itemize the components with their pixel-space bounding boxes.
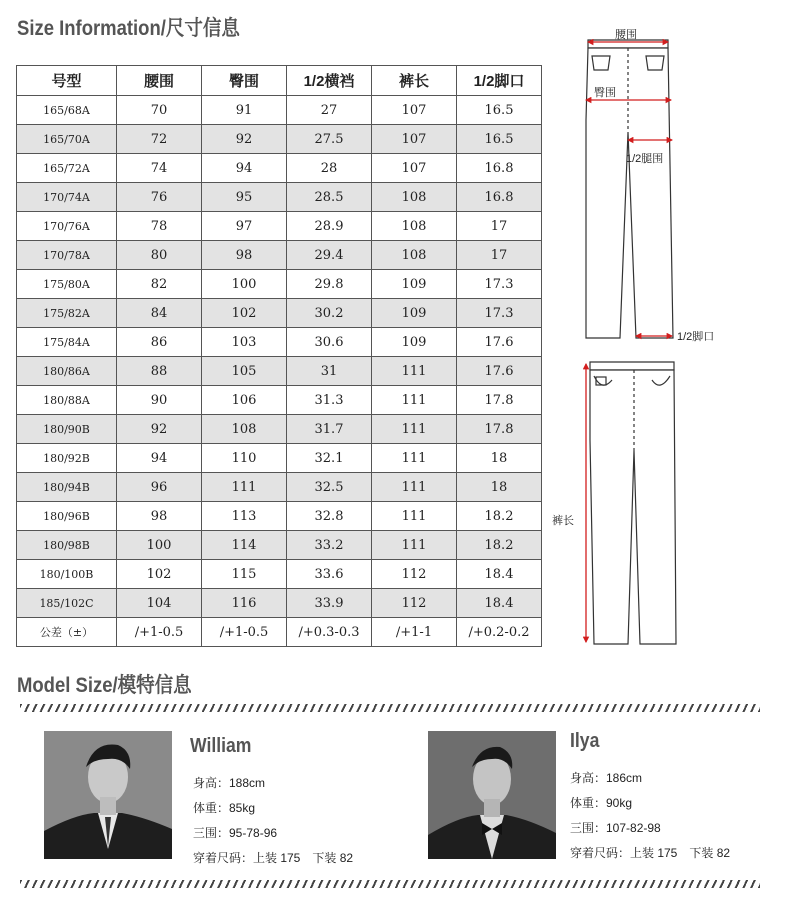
size-code-cell: 180/90B: [17, 415, 117, 444]
size-code-cell: 180/86A: [17, 357, 117, 386]
measurement-cell: 102: [202, 299, 287, 328]
measurement-cell: 17: [457, 241, 542, 270]
measurement-cell: 111: [372, 473, 457, 502]
measurement-cell: 82: [117, 270, 202, 299]
measurement-cell: 31.7: [287, 415, 372, 444]
measurement-cell: 33.6: [287, 560, 372, 589]
size-code-cell: 180/98B: [17, 531, 117, 560]
pants-front-view: [590, 362, 676, 644]
measurement-cell: 111: [372, 502, 457, 531]
table-row: [17, 357, 542, 386]
size-code-cell: 170/78A: [17, 241, 117, 270]
measurement-cell: 111: [372, 386, 457, 415]
table-row: [17, 299, 542, 328]
model-sizes: 穿着尺码：上装 175 下装 82: [193, 851, 354, 865]
model-photo-ilya: [428, 731, 556, 859]
model-silhouette: [44, 731, 172, 859]
measurement-cell: 95: [202, 183, 287, 212]
size-code-cell: 185/102C: [17, 589, 117, 618]
measurement-cell: 32.8: [287, 502, 372, 531]
header-cell: 号型: [17, 66, 117, 96]
measurement-cell: 108: [202, 415, 287, 444]
measurement-cell: 91: [202, 96, 287, 125]
model-weight: 体重：90kg: [570, 796, 633, 810]
measurement-cell: 104: [117, 589, 202, 618]
measurement-cell: 108: [372, 212, 457, 241]
measurement-cell: 33.2: [287, 531, 372, 560]
measurement-cell: 84: [117, 299, 202, 328]
measurement-cell: 114: [202, 531, 287, 560]
measurement-cell: 108: [372, 183, 457, 212]
model-sizes: 穿着尺码：上装 175 下装 82: [570, 846, 731, 860]
measurement-cell: 97: [202, 212, 287, 241]
size-code-cell: 175/82A: [17, 299, 117, 328]
measurement-cell: 111: [372, 357, 457, 386]
table-row: [17, 502, 542, 531]
size-table: [16, 65, 542, 647]
size-code-cell: 165/70A: [17, 125, 117, 154]
label-half-thigh: 1/2腿围: [626, 153, 664, 165]
measurement-cell: 33.9: [287, 589, 372, 618]
measurement-cell: 109: [372, 299, 457, 328]
measurement-cell: 76: [117, 183, 202, 212]
measurement-cell: 18.2: [457, 502, 542, 531]
measurement-cell: /+0.3-0.3: [287, 618, 372, 647]
table-row: [17, 270, 542, 299]
size-code-cell: 180/88A: [17, 386, 117, 415]
size-code-cell: 180/96B: [17, 502, 117, 531]
table-row: [17, 328, 542, 357]
header-cell: 1/2脚口: [457, 66, 542, 96]
measurement-cell: 107: [372, 154, 457, 183]
measurement-cell: 18: [457, 473, 542, 502]
size-information-title: Size Information/尺寸信息: [17, 17, 240, 40]
measurement-cell: 17: [457, 212, 542, 241]
measurement-cell: 17.6: [457, 357, 542, 386]
measurement-cell: 107: [372, 125, 457, 154]
measurement-cell: 92: [202, 125, 287, 154]
measurement-cell: 111: [372, 444, 457, 473]
measurement-cell: 100: [202, 270, 287, 299]
table-row: [17, 386, 542, 415]
measurement-cell: 98: [117, 502, 202, 531]
size-code-cell: 175/84A: [17, 328, 117, 357]
measurement-cell: 88: [117, 357, 202, 386]
measurement-cell: 31: [287, 357, 372, 386]
measurement-cell: 17.3: [457, 270, 542, 299]
measurement-cell: 94: [117, 444, 202, 473]
size-code-cell: 170/74A: [17, 183, 117, 212]
size-code-cell: 175/80A: [17, 270, 117, 299]
measurement-cell: 113: [202, 502, 287, 531]
size-code-cell: 180/100B: [17, 560, 117, 589]
measurement-cell: 112: [372, 589, 457, 618]
measurement-cell: 18: [457, 444, 542, 473]
model-name: Ilya: [570, 730, 600, 752]
table-row: [17, 589, 542, 618]
divider-bottom: [20, 880, 760, 888]
measurement-cell: 105: [202, 357, 287, 386]
measurement-cell: 16.5: [457, 125, 542, 154]
label-length: 裤长: [552, 515, 574, 527]
measurement-cell: 32.5: [287, 473, 372, 502]
measurement-cell: /+1-0.5: [117, 618, 202, 647]
measurement-cell: 111: [372, 531, 457, 560]
divider-top: [20, 704, 760, 712]
table-row: [17, 183, 542, 212]
measurement-cell: 32.1: [287, 444, 372, 473]
measurement-cell: 17.3: [457, 299, 542, 328]
measurement-cell: 17.8: [457, 386, 542, 415]
measurement-cell: 107: [372, 96, 457, 125]
label-half-hem: 1/2脚口: [677, 331, 715, 343]
model-height: 身高：188cm: [193, 776, 266, 790]
measurement-cell: 30.2: [287, 299, 372, 328]
measurement-cell: 16.8: [457, 154, 542, 183]
measurement-cell: 28.5: [287, 183, 372, 212]
measurement-cell: 110: [202, 444, 287, 473]
measurement-cell: 111: [372, 415, 457, 444]
table-row: [17, 415, 542, 444]
header-cell: 裤长: [372, 66, 457, 96]
measurement-cell: /+1-0.5: [202, 618, 287, 647]
model-silhouette: [428, 731, 556, 859]
table-row: [17, 444, 542, 473]
measurement-cell: 116: [202, 589, 287, 618]
measurement-cell: 29.4: [287, 241, 372, 270]
measurement-cell: 16.5: [457, 96, 542, 125]
size-code-cell: 165/68A: [17, 96, 117, 125]
table-row: [17, 125, 542, 154]
measurement-cell: 115: [202, 560, 287, 589]
table-header-row: [17, 66, 542, 96]
measurement-cell: 18.4: [457, 560, 542, 589]
measurement-cell: 72: [117, 125, 202, 154]
size-code-cell: 公差（±）: [17, 618, 117, 647]
measurement-cell: 106: [202, 386, 287, 415]
header-cell: 1/2横裆: [287, 66, 372, 96]
size-code-cell: 170/76A: [17, 212, 117, 241]
model-size-title: Model Size/模特信息: [17, 674, 192, 697]
measurement-cell: 112: [372, 560, 457, 589]
header-cell: 腰围: [117, 66, 202, 96]
measurement-cell: 109: [372, 270, 457, 299]
measurement-cell: 103: [202, 328, 287, 357]
measurement-cell: 80: [117, 241, 202, 270]
model-measurements: 三围：95-78-96: [193, 826, 278, 840]
label-waist: 腰围: [615, 29, 637, 41]
table-row: [17, 560, 542, 589]
header-cell: 臀围: [202, 66, 287, 96]
measurement-cell: 94: [202, 154, 287, 183]
measurement-cell: 30.6: [287, 328, 372, 357]
size-code-cell: 165/72A: [17, 154, 117, 183]
table-row: [17, 241, 542, 270]
measurement-cell: /+1-1: [372, 618, 457, 647]
measurement-cell: 27.5: [287, 125, 372, 154]
measurement-cell: 92: [117, 415, 202, 444]
measurement-cell: 17.8: [457, 415, 542, 444]
measurement-cell: 27: [287, 96, 372, 125]
measurement-cell: 29.8: [287, 270, 372, 299]
measurement-cell: 18.2: [457, 531, 542, 560]
measurement-cell: 17.6: [457, 328, 542, 357]
measurement-cell: 31.3: [287, 386, 372, 415]
table-row: [17, 154, 542, 183]
measurement-cell: 70: [117, 96, 202, 125]
measurement-cell: 102: [117, 560, 202, 589]
measurement-cell: 28: [287, 154, 372, 183]
model-measurements: 三围：107-82-98: [570, 821, 661, 835]
size-code-cell: 180/92B: [17, 444, 117, 473]
table-row: [17, 96, 542, 125]
table-row: [17, 473, 542, 502]
measurement-cell: 74: [117, 154, 202, 183]
pants-diagram: [550, 20, 790, 660]
model-weight: 体重：85kg: [193, 801, 256, 815]
measurement-cell: 96: [117, 473, 202, 502]
measurement-cell: 98: [202, 241, 287, 270]
model-height: 身高：186cm: [570, 771, 643, 785]
measurement-cell: 16.8: [457, 183, 542, 212]
measurement-cell: 78: [117, 212, 202, 241]
measurement-cell: 111: [202, 473, 287, 502]
table-row: [17, 618, 542, 647]
measurement-cell: 100: [117, 531, 202, 560]
table-row: [17, 531, 542, 560]
model-photo-william: [44, 731, 172, 859]
label-hip: 臀围: [594, 87, 616, 99]
measurement-cell: 90: [117, 386, 202, 415]
pants-illustration: [550, 20, 790, 660]
measurement-cell: 18.4: [457, 589, 542, 618]
model-name: William: [190, 735, 252, 757]
table-row: [17, 212, 542, 241]
measurement-cell: 109: [372, 328, 457, 357]
size-code-cell: 180/94B: [17, 473, 117, 502]
measurement-cell: 86: [117, 328, 202, 357]
measurement-cell: /+0.2-0.2: [457, 618, 542, 647]
measurement-cell: 108: [372, 241, 457, 270]
measurement-cell: 28.9: [287, 212, 372, 241]
